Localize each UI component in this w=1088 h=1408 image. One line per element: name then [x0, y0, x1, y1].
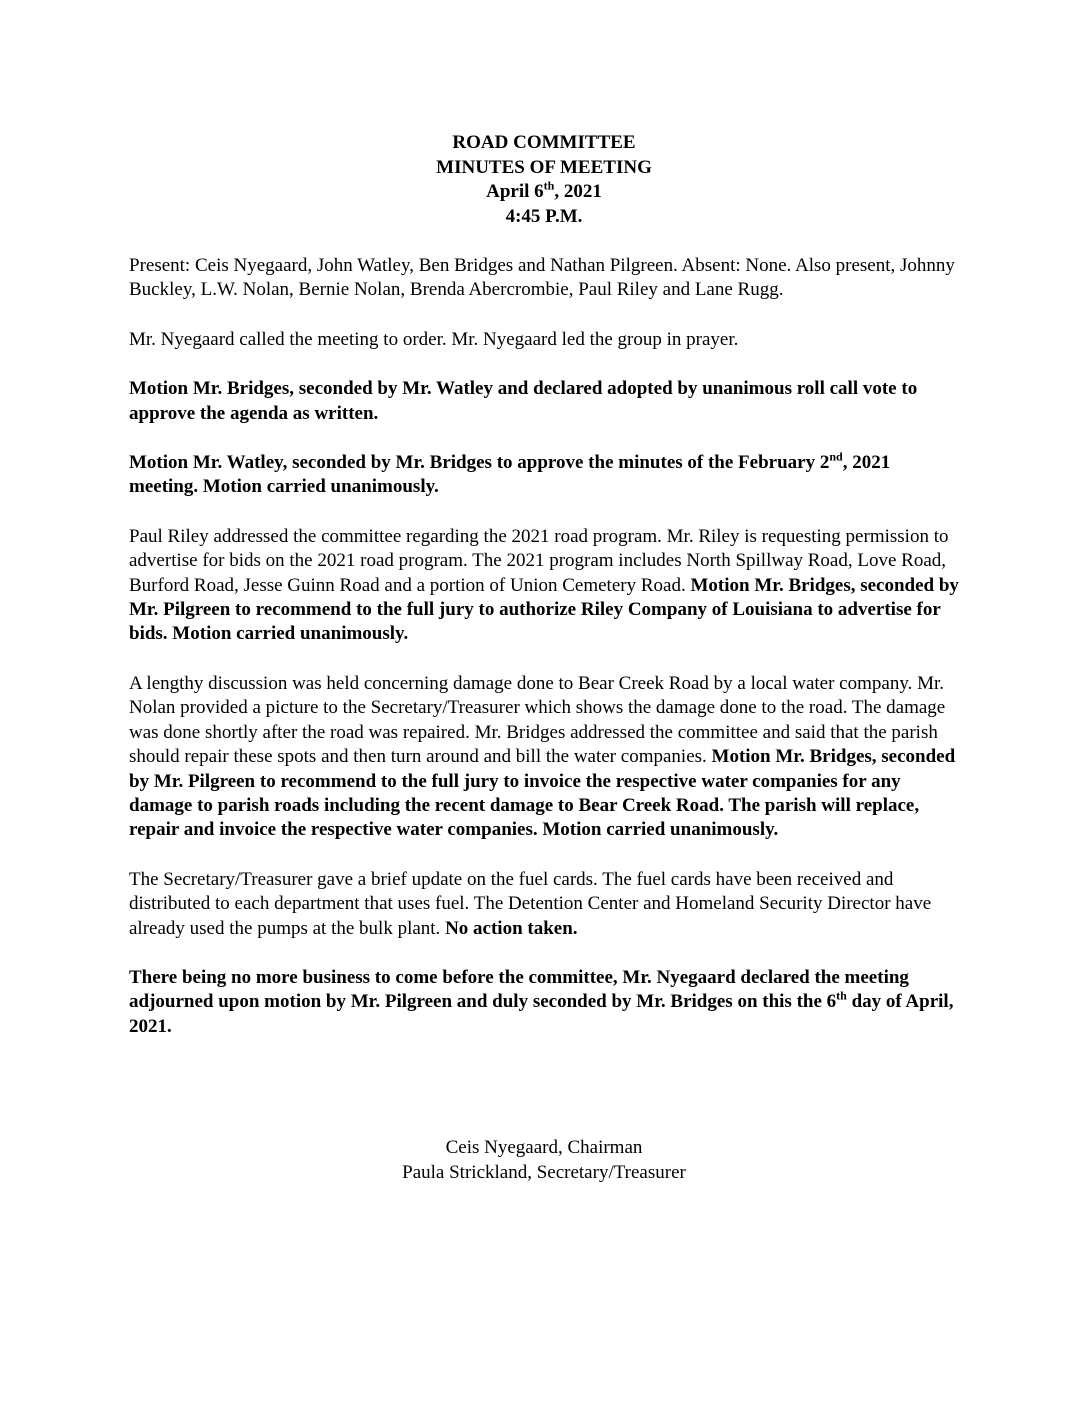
road-program-text: Paul Riley addressed the committee regarding the 2021 road program. Mr. Riley is requesting permission to advertise for bids on the 2021 road program. The 2021 program includes North Spillway Road, Love Road, Burford Road, Jesse Guinn Road and a portion of Union Cemetery Road. — [129, 525, 949, 596]
fuel-cards-text: The Secretary/Treasurer gave a brief update on the fuel cards. The fuel cards have been received and distributed to each department that uses fuel. The Detention Center and Homeland Security Director have already used the pumps at the bulk plant. — [129, 868, 932, 939]
adjournment-text-a: There being no more business to come before the committee, Mr. Nyegaard declared the meeting adjourned upon motion by Mr. Pilgreen and duly seconded by Mr. Bridges on this the 6 — [129, 966, 909, 1013]
chairman-signature: Ceis Nyegaard, Chairman — [445, 1137, 643, 1158]
minutes-subtitle: MINUTES OF MEETING — [436, 156, 652, 178]
meeting-date-year: , 2021 — [554, 181, 602, 202]
road-program-paragraph — [129, 525, 961, 647]
call-to-order-paragraph: Mr. Nyegaard called the meeting to order. Mr. Nyegaard led the group in prayer. — [129, 328, 739, 350]
meeting-date-day: April 6 — [486, 181, 544, 202]
secretary-signature: Paula Strickland, Secretary/Treasurer — [402, 1161, 686, 1183]
fuel-cards-paragraph — [129, 868, 961, 941]
meeting-date — [0, 180, 1088, 205]
minutes-approval-ordinal: nd — [829, 449, 843, 464]
signature-block — [0, 1136, 1088, 1185]
attendance-paragraph: Present: Ceis Nyegaard, John Watley, Ben Bridges and Nathan Pilgreen. Absent: None. Also present, Johnny Buckley, L.W. Nolan, Bernie Nolan, Brenda Abercrombie, Paul Riley and Lane Rugg. — [129, 255, 955, 301]
road-program-motion: Motion Mr. Bridges, seconded by Mr. Pilgreen to recommend to the full jury to authorize Riley Company of Louisiana to advertise for bids. Motion carried unanimously. — [129, 574, 959, 645]
adjournment-text-b: day of April, 2021. — [129, 991, 954, 1037]
minutes-approval-paragraph — [129, 451, 961, 500]
fuel-cards-action: No action taken. — [445, 917, 578, 939]
adjournment-paragraph — [129, 966, 961, 1039]
adjournment-ordinal: th — [836, 989, 847, 1004]
minutes-approval-text-b: , 2021 meeting. Motion carried unanimously. — [129, 452, 891, 498]
meeting-time: 4:45 P.M. — [505, 205, 583, 227]
committee-title: ROAD COMMITTEE — [452, 132, 636, 153]
document-header — [0, 131, 1088, 229]
meeting-date-ordinal: th — [543, 178, 555, 193]
road-damage-motion: Motion Mr. Bridges, seconded by Mr. Pilgreen to recommend to the full jury to invoice the respective water companies for any damage to parish roads including the recent damage to Bear Creek Road. The parish will replace, repair and invoice the respective water companies. Motion carried unanimously. — [129, 746, 956, 841]
road-damage-paragraph — [129, 672, 961, 843]
agenda-motion-paragraph: Motion Mr. Bridges, seconded by Mr. Watley and declared adopted by unanimous roll call vote to approve the agenda as written. — [129, 378, 918, 424]
road-damage-text: A lengthy discussion was held concerning damage done to Bear Creek Road by a local water company. Mr. Nolan provided a picture to the Secretary/Treasurer which shows the damage done to the road. The damage was done shortly after the road was repaired. Mr. Bridges addressed the committee and said that the parish should repair these spots and then turn around and bill the water companies. — [129, 672, 946, 768]
minutes-body — [129, 254, 961, 1064]
minutes-approval-text-a: Motion Mr. Watley, seconded by Mr. Bridges to approve the minutes of the February 2 — [129, 452, 830, 474]
